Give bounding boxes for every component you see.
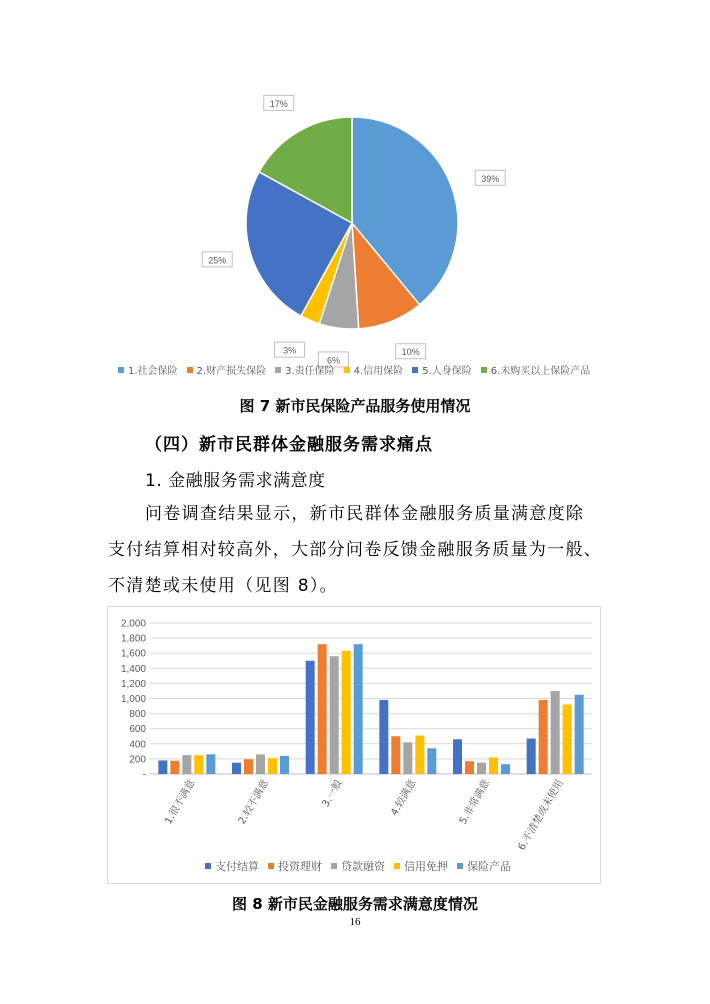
bar [342, 651, 351, 774]
y-tick-label: - [142, 769, 146, 781]
bar [403, 742, 412, 774]
bar [379, 700, 388, 774]
bar-legend-item [205, 858, 259, 874]
bar [453, 739, 462, 774]
y-tick-label: 2,000 [120, 618, 146, 630]
y-tick-label: 1,000 [120, 694, 146, 705]
legend-swatch [268, 863, 274, 869]
svg-text:6%: 6% [326, 355, 340, 366]
svg-text:25%: 25% [208, 255, 227, 266]
legend-label: 4.信用保险 [353, 366, 404, 377]
legend-label: 支付结算 [215, 860, 259, 873]
legend-label: 6.未购买以上保险产品 [490, 366, 591, 377]
paragraph-line: 不清楚或未使用（见图 8）。 [108, 576, 338, 596]
x-tick-label: 4.较满意 [389, 778, 419, 818]
section-subheading: 1. 金融服务需求满意度 [145, 471, 326, 491]
bar-legend-item [457, 858, 511, 874]
bar [182, 755, 191, 774]
bar [318, 644, 327, 774]
y-tick-label: 1,800 [120, 633, 146, 645]
x-tick-label: 6.不清楚或未使用 [516, 778, 566, 853]
svg-text:17%: 17% [269, 98, 288, 109]
legend-label: 信用免押 [404, 860, 448, 873]
legend-label: 贷款融资 [341, 860, 385, 873]
section-heading: （四）新市民群体金融服务需求痛点 [145, 435, 433, 455]
legend-swatch [205, 863, 211, 869]
legend-label: 3.责任保险 [285, 366, 335, 377]
y-tick-label: 1,400 [120, 663, 146, 675]
figure8-caption: 图 8 新市民金融服务需求满意度情况 [232, 895, 478, 913]
x-tick-label: 5.非常满意 [457, 778, 493, 827]
bar [306, 661, 315, 774]
bar [158, 760, 167, 774]
bar [232, 763, 241, 774]
x-tick-label: 3.一般 [320, 778, 345, 810]
x-tick-label: 2.较不满意 [236, 778, 272, 827]
legend-swatch [457, 863, 463, 869]
legend-swatch [394, 863, 400, 869]
bar [563, 705, 572, 774]
bar [575, 695, 584, 774]
legend-swatch [331, 863, 337, 869]
y-tick-label: 200 [129, 754, 146, 766]
bar [194, 755, 203, 774]
bar [489, 757, 498, 774]
svg-text:3%: 3% [283, 345, 297, 356]
bar [477, 763, 486, 774]
figure7-caption: 图 7 新市民保险产品服务使用情况 [239, 397, 471, 415]
bar [539, 700, 548, 774]
bar-legend-item [331, 858, 385, 874]
y-tick-label: 800 [129, 709, 146, 721]
bar [415, 735, 424, 774]
bar [330, 656, 339, 774]
bar [170, 761, 179, 774]
bar [206, 754, 215, 774]
bar [354, 644, 363, 774]
bar [527, 739, 536, 774]
page-number: 16 [349, 916, 361, 928]
legend-label: 保险产品 [467, 860, 511, 873]
svg-text:39%: 39% [481, 173, 500, 184]
svg-text:10%: 10% [401, 347, 420, 358]
bar-legend-item [268, 858, 322, 874]
bar [268, 758, 277, 774]
x-tick-label: 1.很不满意 [163, 778, 198, 827]
legend-label: 2.财产损失保险 [196, 366, 267, 377]
bar-legend-item [394, 858, 448, 874]
legend-label: 5.人身保险 [422, 366, 472, 377]
bar [244, 759, 253, 774]
paragraph-line: 支付结算相对较高外，大部分问卷反馈金融服务质量为一般、 [108, 540, 603, 560]
bar [465, 761, 474, 774]
y-tick-label: 400 [129, 739, 146, 751]
bar [427, 748, 436, 774]
y-tick-label: 1,200 [120, 678, 146, 690]
y-tick-label: 600 [129, 724, 146, 736]
bar [391, 736, 400, 774]
bar [256, 754, 265, 774]
bar [501, 764, 510, 774]
paragraph-line: 问卷调查结果显示，新市民群体金融服务质量满意度除 [145, 504, 585, 524]
bar [551, 691, 560, 774]
legend-label: 投资理财 [278, 860, 322, 873]
legend-label: 1.社会保险 [128, 366, 178, 377]
y-tick-label: 1,600 [120, 648, 146, 660]
bar-legend [205, 858, 520, 874]
bar [280, 756, 289, 774]
